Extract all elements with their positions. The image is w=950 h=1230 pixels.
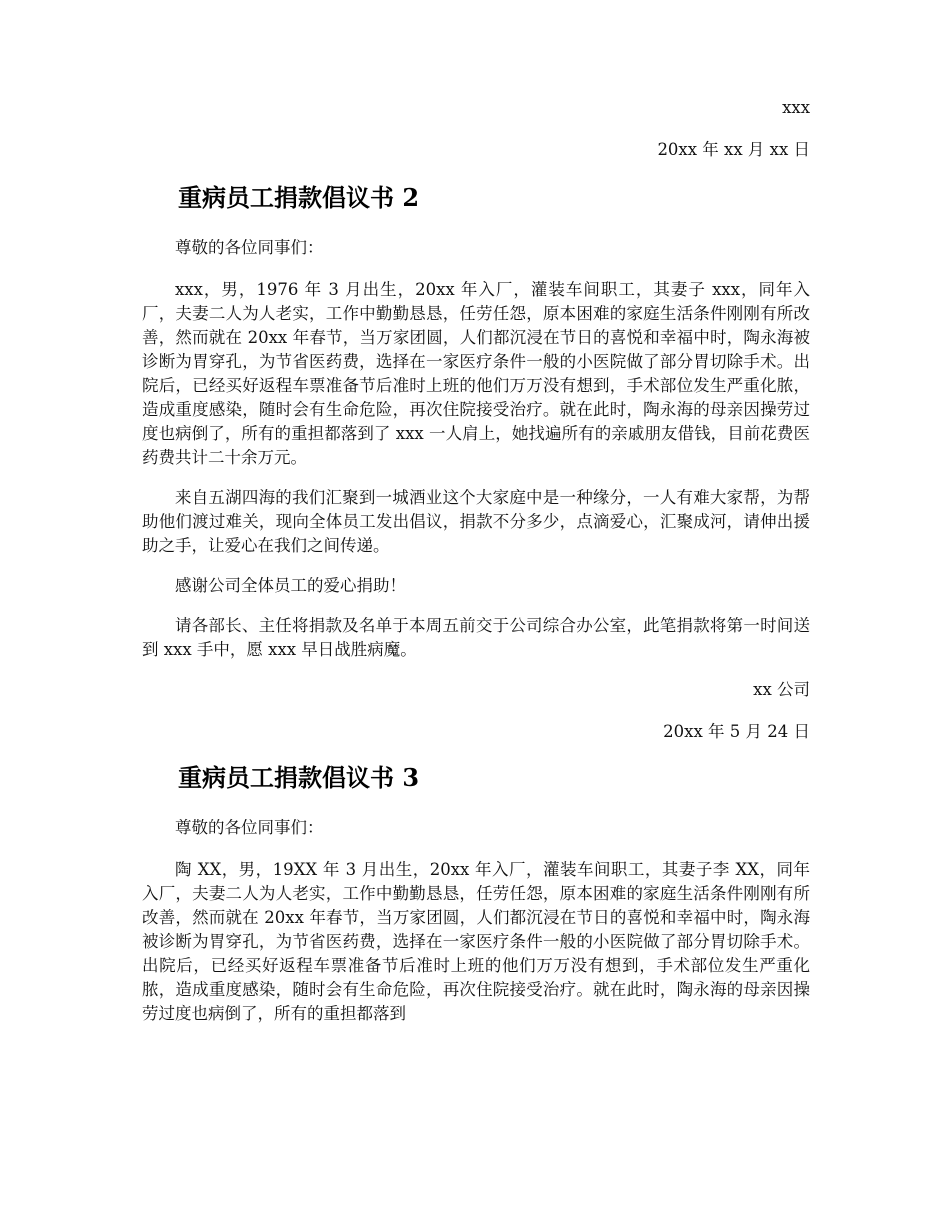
document-page (142, 92, 810, 1026)
section2-date: 20xx 年 5 月 24 日 (663, 722, 810, 741)
section2-signature: xx 公司 (753, 680, 810, 699)
section2-paragraph-3: 感谢公司全体员工的爱心捐助！ (175, 576, 406, 595)
section3-paragraph-1: 陶 XX，男，19XX 年 3 月出生，20xx 年入厂，灌装车间职工，其妻子李 XX，同年入厂，夫妻二人为人老实，工作中勤勤恳恳，任劳任怨，原本困难的家庭生活条件刚刚有所改善，然而就在 20xx 年春节，当万家团圆，人们都沉浸在节日的喜悦和幸福中时，陶永海被诊断为胃穿孔，为节省医药费，选择在一家医疗条件一般的小医院做了部分胃切除手术。出院后，已经买好返程车票准备节后准时上班的他们万万没有想到，手术部位发生严重化脓，造成重度感染，随时会有生命危险，再次住院接受治疗。就在此时，陶永海的母亲因操劳过度也病倒了，所有的重担都落到 (142, 860, 810, 1023)
top-signature: xxx (782, 98, 810, 117)
section3-greeting: 尊敬的各位同事们： (175, 818, 324, 837)
section2-paragraph-2: 来自五湖四海的我们汇聚到一城酒业这个大家庭中是一种缘分，一人有难大家帮，为帮助他们渡过难关，现向全体员工发出倡议，捐款不分多少，点滴爱心，汇聚成河，请伸出援助之手，让爱心在我们之间传递。 (142, 488, 810, 555)
section2-paragraph-1: xxx，男，1976 年 3 月出生，20xx 年入厂，灌装车间职工，其妻子 xxx，同年入厂，夫妻二人为人老实，工作中勤勤恳恳，任劳任怨，原本困难的家庭生活条件刚刚有所改善，然而就在 20xx 年春节，当万家团圆，人们都沉浸在节日的喜悦和幸福中时，陶永海被诊断为胃穿孔，为节省医药费，选择在一家医疗条件一般的小医院做了部分胃切除手术。出院后，已经买好返程车票准备节后准时上班的他们万万没有想到，手术部位发生严重化脓，造成重度感染，随时会有生命危险，再次住院接受治疗。就在此时，陶永海的母亲因操劳过度也病倒了，所有的重担都落到了 xxx 一人肩上，她找遍所有的亲戚朋友借钱，目前花费医药费共计二十余万元。 (142, 280, 810, 467)
section3-title: 重病员工捐款倡议书 3 (178, 763, 420, 792)
section2-title: 重病员工捐款倡议书 2 (178, 183, 420, 212)
section2-paragraph-4: 请各部长、主任将捐款及名单于本周五前交于公司综合办公室，此笔捐款将第一时间送到 xxx 手中，愿 xxx 早日战胜病魔。 (142, 616, 810, 659)
top-date: 20xx 年 xx 月 xx 日 (657, 140, 810, 159)
section2-greeting: 尊敬的各位同事们： (175, 238, 324, 257)
